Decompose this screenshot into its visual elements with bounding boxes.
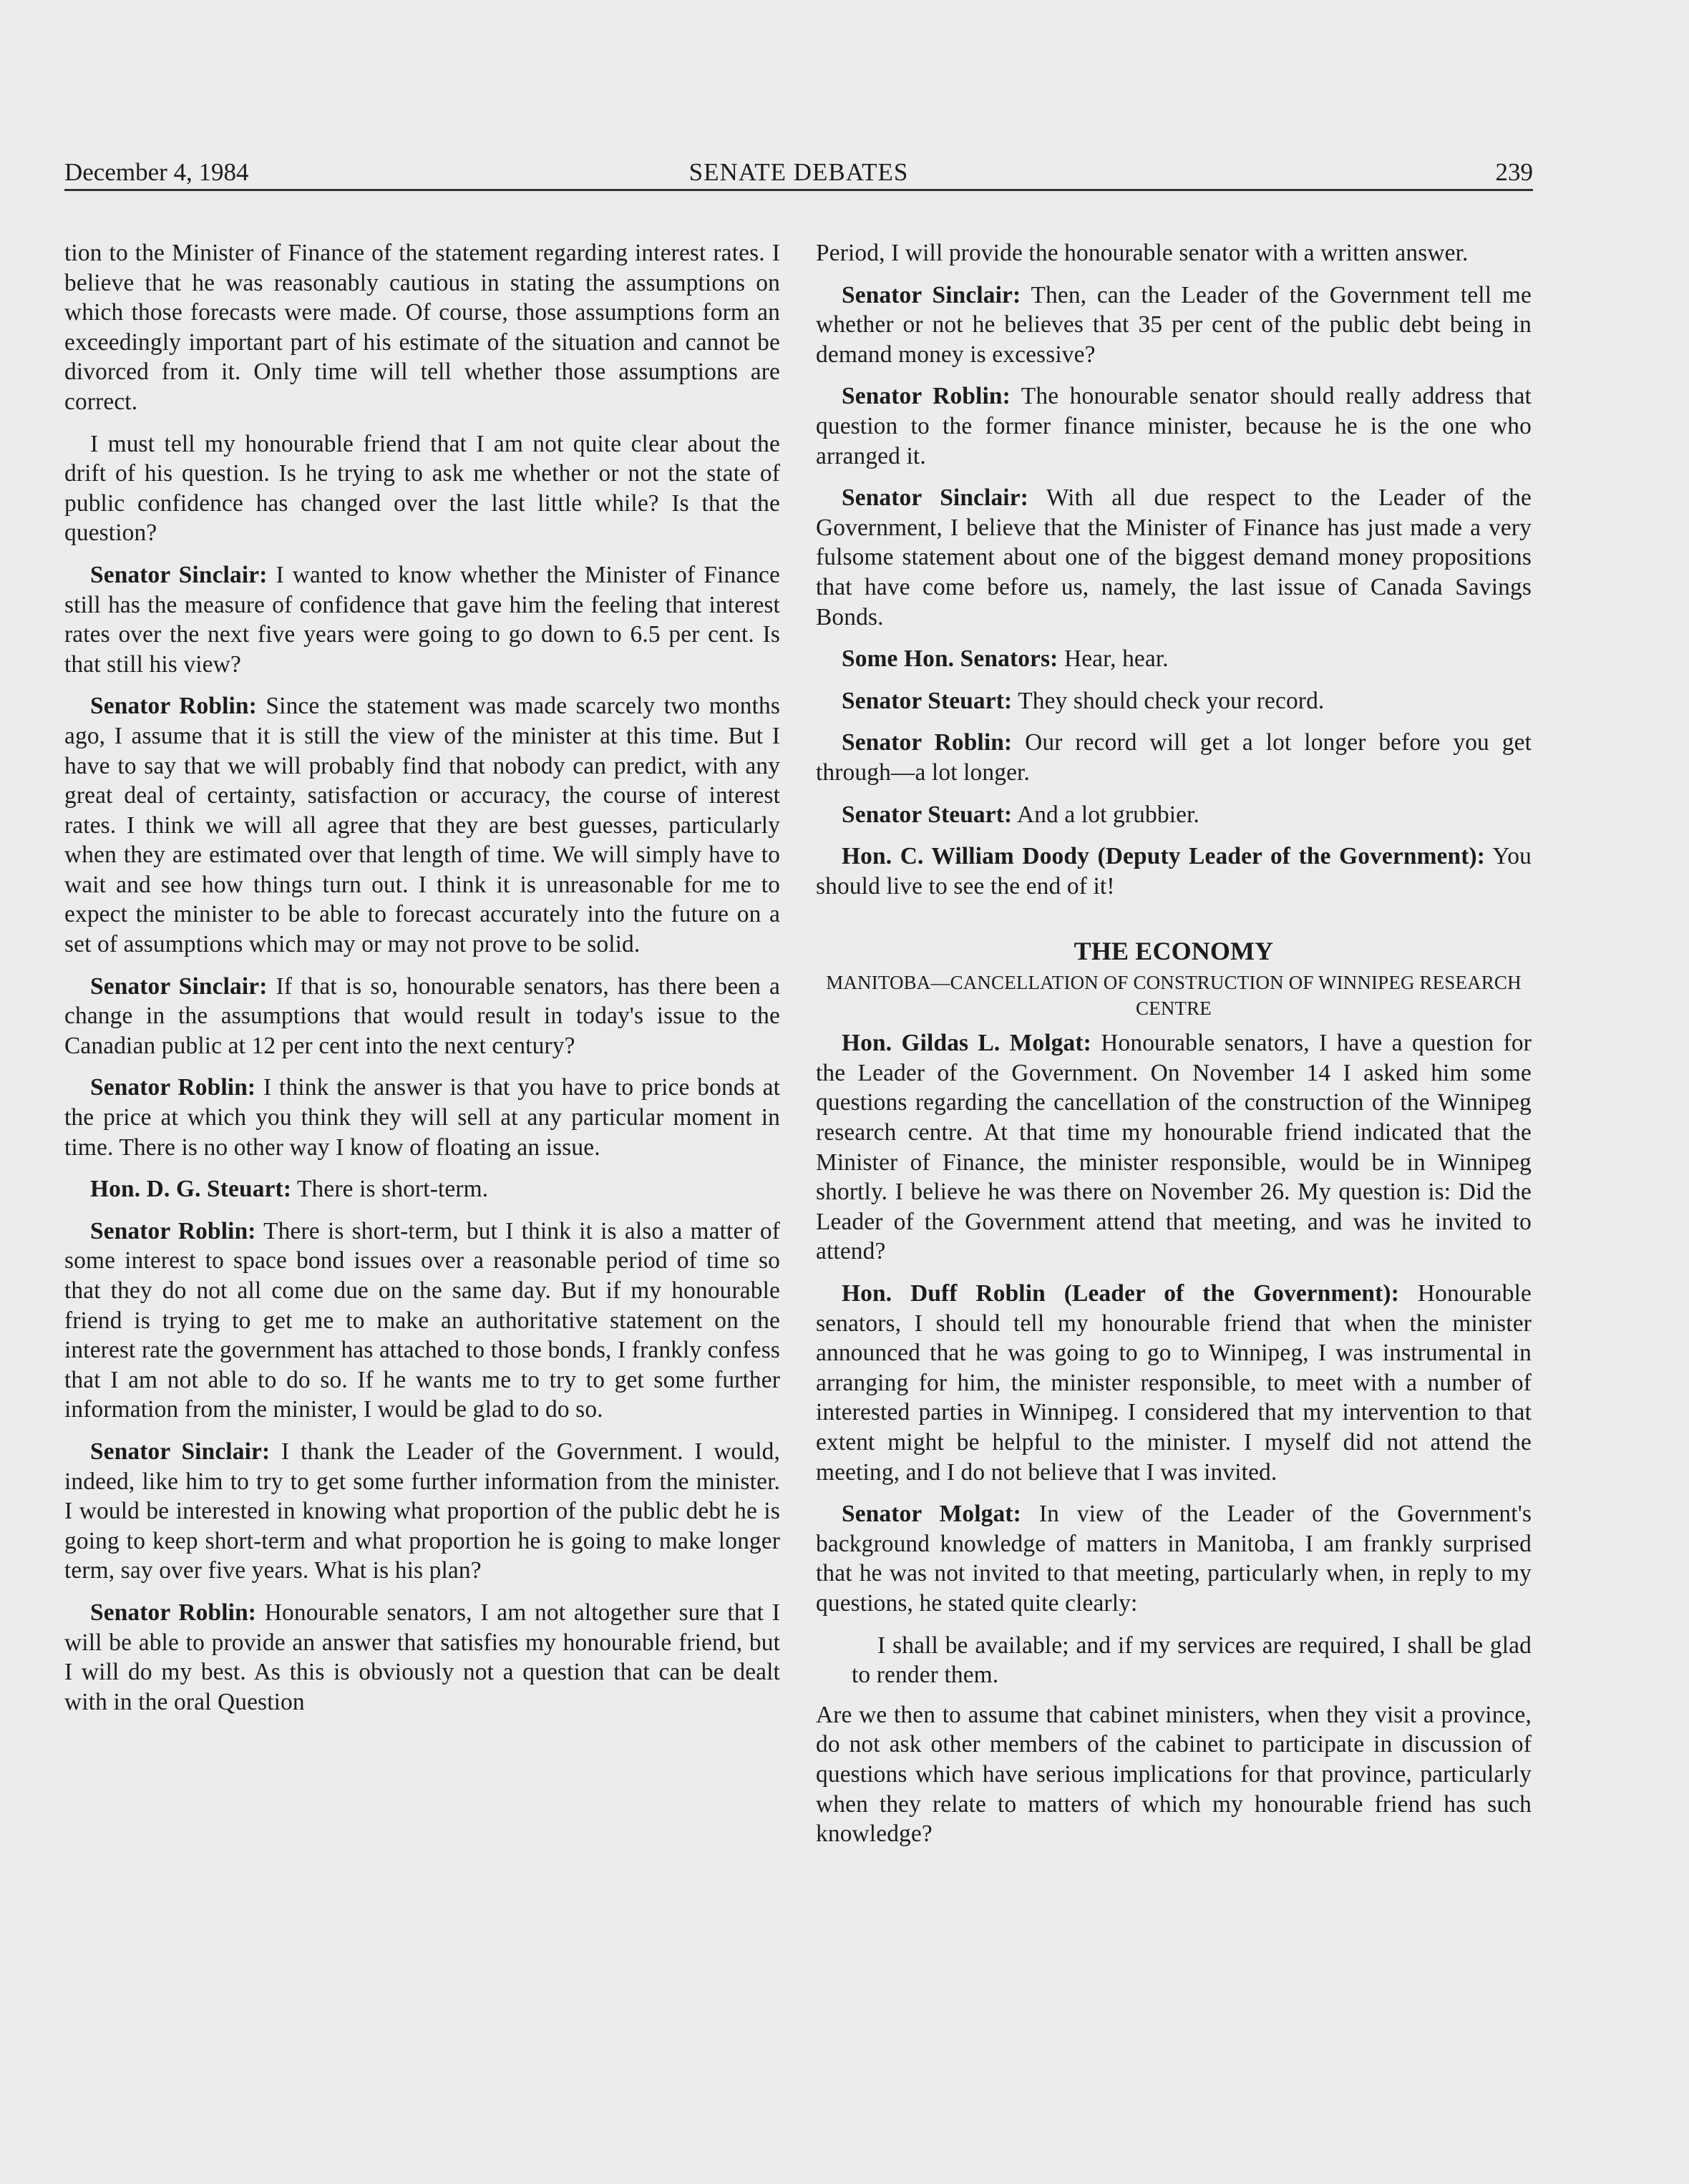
paragraph [816,381,1532,471]
paragraph [64,1437,780,1586]
paragraph [64,1598,780,1717]
paragraph [816,644,1532,674]
paragraph-text: Honourable senators, I am not altogether sure that I will be able to provide an answer that satisfies my honourable friend, but I will do my best. As this is obviously not a question that can be dealt with in the oral Question [64,1599,780,1715]
paragraph-text: Our record will get a lot longer before you get through—a lot longer. [816,729,1532,786]
speaker-name: Some Hon. Senators: [842,645,1058,673]
paragraph-text: With all due respect to the Leader of the Government, I believe that the Minister of Finance has just made a very fulsome statement about one of the biggest demand money propositions that have come before us, namely, the last issue of Canada Savings Bonds. [816,484,1532,630]
speaker-name: Senator Roblin: [90,693,257,720]
paragraph-text: There is short-term. [297,1176,489,1203]
paragraph [64,1073,780,1162]
speaker-name: Senator Steuart: [842,801,1013,828]
paragraph [816,1279,1532,1487]
paragraph [64,972,780,1061]
paragraph [816,281,1532,370]
speaker-name: Hon. D. G. Steuart: [90,1176,292,1203]
paragraph-text: Are we then to assume that cabinet ministers, when they visit a province, do not ask other members of the cabinet to participate in discussion of questions which have serious implications for that province, particularly when they relate to matters of which my honourable friend has such knowledge? [816,1701,1532,1848]
paragraph-text: They should check your record. [1018,687,1325,714]
paragraph-text: tion to the Minister of Finance of the statement regarding interest rates. I believe that he was reasonably cautious in stating the assumptions on which those forecasts were made. Of course, those assumptions form an exceedingly important part of his estimate of the situation and cannot be divorced from it. Only time will tell whether those assumptions are correct. [64,240,780,415]
paragraph-text: If that is so, honourable senators, has there been a change in the assumptions that would result in today's issue to the Canadian public at 12 per cent into the next century? [64,972,780,1059]
speaker-name: Hon. Gildas L. Molgat: [842,1030,1091,1057]
speaker-name: Senator Sinclair: [90,972,268,1000]
speaker-name: Senator Roblin: [842,383,1011,410]
speaker-name: Senator Sinclair: [842,281,1021,308]
left-column [64,238,780,1729]
subsection-heading: MANITOBA—CANCELLATION OF CONSTRUCTION OF WINNIPEG RESEARCH CENTRE [826,972,1522,1020]
speaker-name: Senator Steuart: [842,687,1013,714]
paragraph-text: Since the statement was made scarcely two months ago, I assume that it is still the view of the minister at this time. But I have to say that we will probably find that nobody can predict, with any great deal of certainty, satisfaction or accuracy, the course of interest rates. I think we will all agree that they are best guesses, particularly when they are estimated over that length of time. We will simply have to wait and see how things turn out. I think it is unreasonable for me to expect the minister to be able to forecast accurately into the future on a set of assumptions which may or may not prove to be solid. [64,693,780,958]
speaker-name: Senator Molgat: [842,1501,1021,1528]
section-heading: THE ECONOMY [1074,937,1274,966]
paragraph-text: The honourable senator should really address that question to the former finance minister, because he is the one who arranged it. [816,383,1532,469]
paragraph-text: Then, can the Leader of the Government tell me whether or not he believes that 35 per cent of the public debt being in demand money is excessive? [816,281,1532,368]
paragraph [816,800,1532,830]
speaker-name: Senator Roblin: [90,1599,257,1626]
paragraph [64,429,780,548]
paragraph [816,483,1532,632]
paragraph-text: I must tell my honourable friend that I am not quite clear about the drift of his question. Is he trying to ask me whether or not the state of public confidence has changed over the last little while? Is that the question? [64,430,780,547]
speaker-name: Senator Roblin: [90,1074,256,1101]
paragraph-text: Honourable senators, I have a question for the Leader of the Government. On November 14 I asked him some questions regarding the cancellation of the construction of the Winnipeg research centre. At that time my honourable friend indicated that the Minister of Finance, the minister responsible, would be in Winnipeg shortly. I believe he was there on November 26. My question is: Did the Leader of the Government attend that meeting, and was he invited to attend? [816,1030,1532,1265]
header-date: December 4, 1984 [64,158,249,186]
paragraph [816,728,1532,787]
paragraph-text: I wanted to know whether the Minister of Finance still has the measure of confidence that gave him the feeling that interest rates over the next five years were going to go down to 6.5 per cent. Is that still his view? [64,561,781,678]
paragraph [64,1174,780,1204]
block-quote: I shall be available; and if my services are required, I shall be glad to render them. [852,1632,1532,1689]
header-rule [64,189,1533,191]
paragraph-text: And a lot grubbier. [1016,801,1200,828]
speaker-name: Senator Roblin: [842,729,1013,756]
paragraph-text: You should live to see the end of it! [816,843,1532,900]
paragraph [64,560,780,679]
paragraph-text: Hear, hear. [1063,645,1169,673]
right-column [816,238,1532,1861]
paragraph-text: Period, I will provide the honourable senator with a written answer. [816,240,1469,266]
speaker-name: Senator Roblin: [90,1217,256,1244]
speaker-name: Senator Sinclair: [90,1438,271,1465]
paragraph [816,842,1532,901]
speaker-name: Hon. Duff Roblin (Leader of the Government): [842,1280,1399,1307]
paragraph [816,686,1532,716]
paragraph-text: I thank the Leader of the Government. I would, indeed, like him to try to get some further information from the minister. I would be interested in knowing what proportion of the public debt he is going to keep short-term and what proportion he is going to make longer term, say over five years. What is his plan? [64,1438,780,1584]
speaker-name: Senator Sinclair: [842,484,1028,512]
paragraph [64,1217,780,1425]
speaker-name: Senator Sinclair: [90,561,268,588]
paragraph [64,238,780,417]
paragraph [816,1499,1532,1618]
paragraph [816,238,1532,268]
paragraph-text: Honourable senators, I should tell my honourable friend that when the minister announced that he was going to go to Winnipeg, I was instrumental in arranging for him, the minister responsible, to meet with a number of interested parties in Winnipeg. I considered that my intervention to that extent might be helpful to the minister. I myself did not attend the meeting, and I do not believe that I was invited. [816,1280,1532,1486]
paragraph-text: I think the answer is that you have to price bonds at the price at which you think they will sell at any particular moment in time. There is no other way I know of floating an issue. [64,1074,780,1161]
speaker-name: Hon. C. William Doody (Deputy Leader of the Government): [842,843,1486,870]
header-title: SENATE DEBATES [688,158,909,186]
running-header [64,155,1533,190]
paragraph-text: There is short-term, but I think it is also a matter of some interest to space bond issues over a reasonable period of time so that they do not all come due on the same day. But if my honourable friend is trying to get me to make an authoritative statement on the interest rate the government has attached to those bonds, I frankly confess that I am not able to do so. If he wants me to try to get some further information from the minister, I would be glad to do so. [64,1217,780,1423]
paragraph [816,1028,1532,1267]
paragraph [64,691,780,959]
page-number: 239 [1495,158,1533,186]
paragraph-text: In view of the Leader of the Government's background knowledge of matters in Manitoba, I am frankly surprised that he was not invited to that meeting, particularly when, in reply to my questions, he stated quite clearly: [816,1501,1532,1617]
paragraph [816,1700,1532,1849]
